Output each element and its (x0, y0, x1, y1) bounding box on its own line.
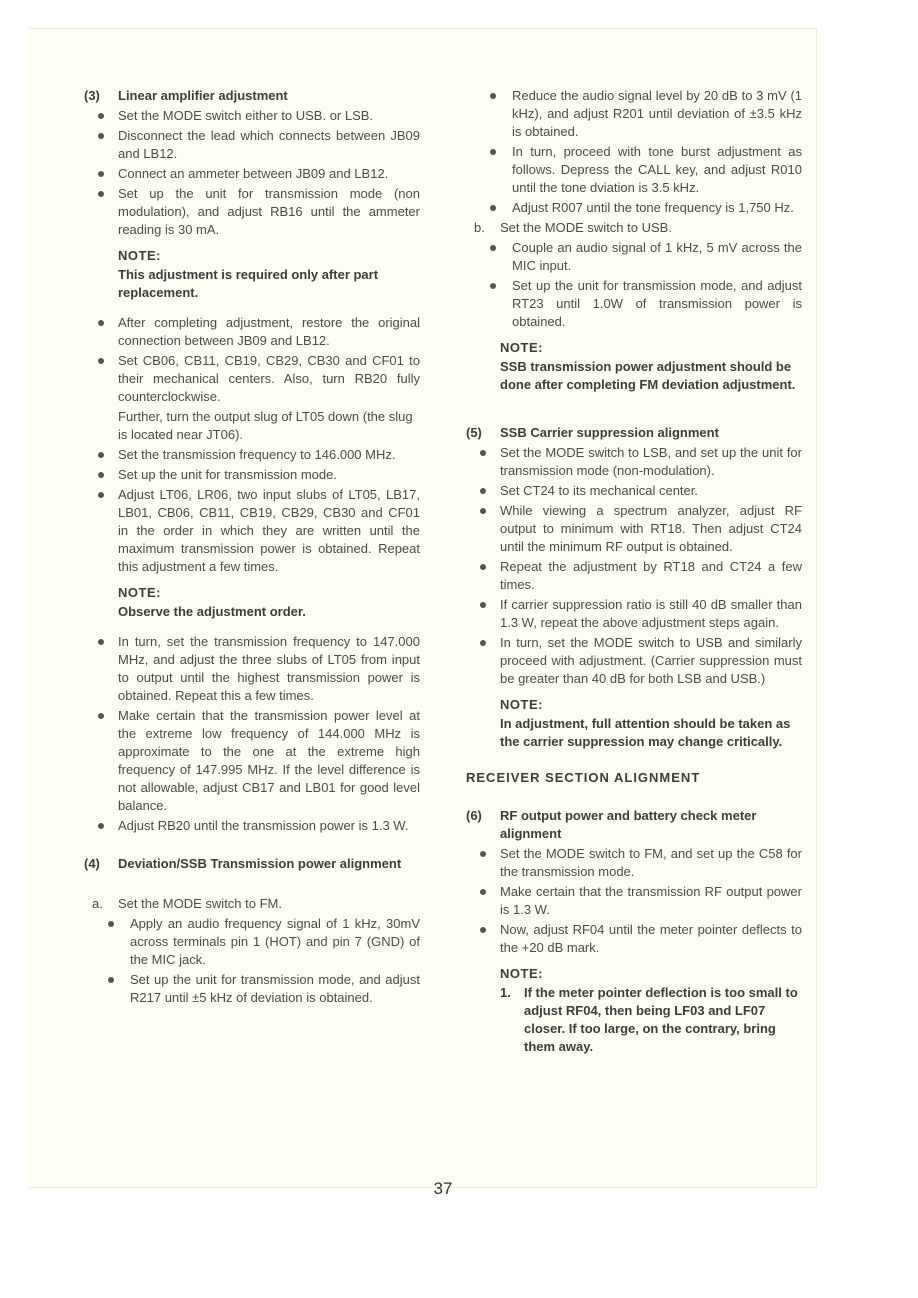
bullet-list (84, 915, 420, 1007)
bullet-icon (480, 851, 486, 857)
list-item: Make certain that the transmission power level at the extreme low frequency of 144.000 MHz is approximate to the one at the extreme high frequency of 147.995 MHz. If the level difference is not allowable, adjust CB17 and LB01 for good level balance. (84, 707, 420, 815)
section-number: (3) (84, 88, 100, 103)
list-item: Set the transmission frequency to 146.000 MHz. (84, 446, 420, 464)
right-column (466, 87, 802, 1068)
note-box (84, 584, 420, 621)
note-box (466, 696, 802, 751)
step-b (474, 219, 802, 237)
bullet-list (466, 239, 802, 331)
bullet-icon (490, 93, 496, 99)
bullet-list (84, 314, 420, 406)
bullet-icon (98, 320, 104, 326)
bullet-icon (480, 889, 486, 895)
list-item: Make certain that the transmission RF output power is 1.3 W. (466, 883, 802, 919)
spacer (84, 837, 420, 855)
list-item: In turn, proceed with tone burst adjustment as follows. Depress the CALL key, and adjust R010 until the tone dviation is 3.5 kHz. (466, 143, 802, 197)
bullet-icon (480, 488, 486, 494)
bullet-icon (480, 450, 486, 456)
list-item: Set CB06, CB11, CB19, CB29, CB30 and CF01 to their mechanical centers. Also, turn RB20 fully counterclockwise. (84, 352, 420, 406)
note-label: NOTE: (500, 340, 543, 355)
note-text: This adjustment is required only after part replacement. (118, 267, 379, 300)
list-item: Set up the unit for transmission mode, and adjust RT23 until 1.0W of transmission power is obtained. (466, 277, 802, 331)
section-6-heading (466, 807, 802, 843)
note-box (84, 247, 420, 302)
note-item-number: 1. (500, 985, 511, 1000)
receiver-section-heading: RECEIVER SECTION ALIGNMENT (466, 770, 701, 785)
list-item: Set up the unit for transmission mode, and adjust R217 until ±5 kHz of deviation is obtained. (84, 971, 420, 1007)
bullet-list (466, 845, 802, 957)
step-a (92, 895, 420, 913)
bullet-icon (98, 492, 104, 498)
bullet-icon (490, 149, 496, 155)
list-item: Repeat the adjustment by RT18 and CT24 a few times. (466, 558, 802, 594)
bullet-list (84, 107, 420, 239)
section-title: Deviation/SSB Transmission power alignment (118, 856, 402, 871)
note-box (466, 965, 802, 1056)
list-item: Connect an ammeter between JB09 and LB12. (84, 165, 420, 183)
section-number: (6) (466, 808, 482, 823)
bullet-icon (98, 452, 104, 458)
section-5-heading (466, 424, 802, 442)
list-item: Adjust R007 until the tone frequency is 1,750 Hz. (466, 199, 802, 217)
bullet-list (84, 446, 420, 576)
section-3-heading (84, 87, 420, 105)
bullet-icon (98, 823, 104, 829)
section-title: RF output power and battery check meter alignment (500, 808, 757, 841)
bullet-icon (98, 171, 104, 177)
section-number: (4) (84, 856, 100, 871)
note-text: SSB transmission power adjustment should be done after completing FM deviation adjustment. (500, 359, 796, 392)
list-item: Set the MODE switch either to USB. or LSB. (84, 107, 420, 125)
list-item: If carrier suppression ratio is still 40 dB smaller than 1.3 W, repeat the above adjustment steps again. (466, 596, 802, 632)
list-item: Couple an audio signal of 1 kHz, 5 mV across the MIC input. (466, 239, 802, 275)
left-column (84, 87, 420, 1009)
page-number: 37 (433, 1179, 453, 1198)
bullet-icon (98, 113, 104, 119)
note-label: NOTE: (500, 966, 543, 981)
bullet-icon (480, 508, 486, 514)
bullet-icon (480, 564, 486, 570)
bullet-icon (98, 191, 104, 197)
section-4-heading (84, 855, 420, 873)
list-item: Apply an audio frequency signal of 1 kHz, 30mV across terminals pin 1 (HOT) and pin 7 (GND) of the MIC jack. (84, 915, 420, 969)
bullet-icon (490, 205, 496, 211)
list-item: Set CT24 to its mechanical center. (466, 482, 802, 500)
note-label: NOTE: (500, 697, 543, 712)
bullet-icon (480, 640, 486, 646)
spacer (84, 875, 420, 893)
list-item: Now, adjust RF04 until the meter pointer deflects to the +20 dB mark. (466, 921, 802, 957)
step-label: b. (474, 220, 485, 235)
list-item: In turn, set the transmission frequency to 147.000 MHz, and adjust the three slubs of LT05 from input to output until the highest transmission power is obtained. Repeat this a few times. (84, 633, 420, 705)
note-label: NOTE: (118, 248, 161, 263)
manual-page (28, 28, 817, 1198)
bullet-icon (490, 283, 496, 289)
list-item: While viewing a spectrum analyzer, adjust RF output to minimum with RT18. Then adjust CT24 until the minimum RF output is obtained. (466, 502, 802, 556)
list-item: Set up the unit for transmission mode. (84, 466, 420, 484)
section-number: (5) (466, 425, 482, 440)
note-label: NOTE: (118, 585, 161, 600)
note-box (466, 339, 802, 394)
bullet-icon (108, 921, 114, 927)
bullet-icon (98, 639, 104, 645)
list-item: Disconnect the lead which connects between JB09 and LB12. (84, 127, 420, 163)
note-item (500, 984, 802, 1056)
bullet-icon (480, 927, 486, 933)
bullet-icon (98, 358, 104, 364)
bullet-icon (98, 133, 104, 139)
list-item: Adjust LT06, LR06, two input slubs of LT05, LB17, LB01, CB06, CB11, CB19, CB29, CB30 and CF01 in the order in which they are written until the maximum transmission power is obtained. Repeat this adjustment a few times. (84, 486, 420, 576)
list-item: After completing adjustment, restore the original connection between JB09 and LB12. (84, 314, 420, 350)
bullet-list (466, 444, 802, 688)
list-item: Set the MODE switch to LSB, and set up the unit for transmission mode (non-modulation). (466, 444, 802, 480)
spacer (466, 406, 802, 424)
bullet-list (466, 87, 802, 217)
list-item: Reduce the audio signal level by 20 dB to 3 mV (1 kHz), and adjust R201 until deviation of ±3.5 kHz is obtained. (466, 87, 802, 141)
list-item: Set the MODE switch to FM, and set up the C58 for the transmission mode. (466, 845, 802, 881)
note-text: Observe the adjustment order. (118, 604, 306, 619)
step-label: a. (92, 896, 103, 911)
bullet-icon (98, 713, 104, 719)
list-item: In turn, set the MODE switch to USB and similarly proceed with adjustment. (Carrier suppression must be greater than 40 dB for both LSB and USB.) (466, 634, 802, 688)
list-item: Set up the unit for transmission mode (non modulation), and adjust RB16 until the ammeter reading is 30 mA. (84, 185, 420, 239)
step-text: Set the MODE switch to USB. (500, 220, 672, 235)
note-item-text: If the meter pointer deflection is too small to adjust RF04, then being LF03 and LF07 closer. If too large, on the contrary, bring them away. (524, 985, 798, 1054)
bullet-icon (98, 472, 104, 478)
bullet-icon (108, 977, 114, 983)
bullet-icon (480, 602, 486, 608)
list-item: Adjust RB20 until the transmission power is 1.3 W. (84, 817, 420, 835)
bullet-list (84, 633, 420, 835)
section-title: SSB Carrier suppression alignment (500, 425, 719, 440)
note-text: In adjustment, full attention should be taken as the carrier suppression may change critically. (500, 716, 791, 749)
section-title: Linear amplifier adjustment (118, 88, 288, 103)
bullet-icon (490, 245, 496, 251)
step-text: Set the MODE switch to FM. (118, 896, 282, 911)
continuation-text: Further, turn the output slug of LT05 down (the slug is located near JT06). (118, 409, 413, 442)
